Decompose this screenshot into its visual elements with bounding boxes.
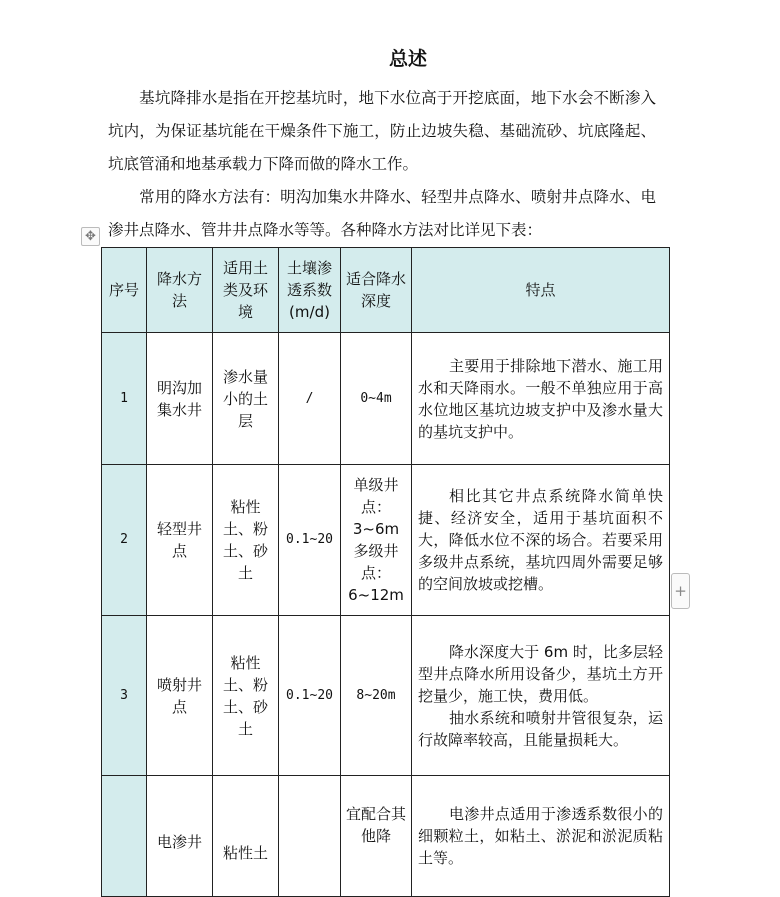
- cell-soil: 渗水量小的土层: [213, 333, 279, 465]
- cell-permeability: /: [279, 333, 341, 465]
- intro-text: 基坑降排水是指在开挖基坑时，地下水位高于开挖底面，地下水会不断渗入坑内，为保证基坑能在干燥条件下施工，防止边坡失稳、基础流砂、坑底隆起、坑底管涌和地基承载力下降而做的降水工作。: [108, 89, 656, 173]
- page-title: 总述: [388, 48, 427, 70]
- cell-permeability: 0.1~20: [279, 616, 341, 776]
- cell-method: 喷射井点: [147, 616, 213, 776]
- cell-features: [412, 465, 670, 616]
- methods-paragraph: [108, 181, 656, 247]
- cell-depth: 8~20m: [341, 616, 412, 776]
- cell-seq: [102, 776, 147, 897]
- header-soil: 适用土类及环境: [213, 248, 279, 333]
- table-header-row: [102, 248, 670, 333]
- cell-soil: [213, 776, 279, 897]
- cell-seq: 1: [102, 333, 147, 465]
- intro-paragraph: [108, 82, 656, 181]
- table-row: [102, 616, 670, 776]
- table-row: [102, 333, 670, 465]
- table-move-handle-icon[interactable]: ✥: [81, 227, 100, 246]
- cell-seq: 2: [102, 465, 147, 616]
- cell-features: [412, 616, 670, 776]
- cell-features: [412, 333, 670, 465]
- cell-method: 轻型井点: [147, 465, 213, 616]
- cell-permeability: [279, 776, 341, 897]
- header-seq: 序号: [102, 248, 147, 333]
- header-depth: 适合降水深度: [341, 248, 412, 333]
- cell-method-text: 电渗井: [156, 833, 202, 851]
- cell-soil-text: 粘性土: [222, 844, 268, 862]
- feature-text: 降水深度大于 6m 时，比多层轻型井点降水所用设备少，基坑土方开挖量少，施工快，费用低。: [418, 642, 663, 705]
- cell-method: [147, 776, 213, 897]
- header-permeability: 土壤渗透系数(m/d): [279, 248, 341, 333]
- feature-text: 电渗井点适用于渗透系数很小的细颗粒土，如粘土、淤泥和淤泥质粘土等。: [418, 805, 663, 867]
- add-column-icon[interactable]: +: [671, 573, 690, 609]
- feature-text: 相比其它井点系统降水简单快捷、经济安全，适用于基坑面积不大，降低水位不深的场合。若要采用多级井点系统，基坑四周外需要足够的空间放坡或挖槽。: [418, 487, 663, 593]
- feature-text: 主要用于排除地下潜水、施工用水和天降雨水。一般不单独应用于高水位地区基坑边坡支护中及渗水量大的基坑支护中。: [418, 356, 663, 441]
- cell-depth: [341, 776, 412, 897]
- dewatering-comparison-table: [101, 247, 670, 897]
- feature-text: 抽水系统和喷射井管很复杂，运行故障率较高，且能量损耗大。: [418, 708, 663, 749]
- table-row: [102, 776, 670, 897]
- cell-depth: 单级井点：3~6m 多级井点：6~12m: [341, 465, 412, 616]
- header-method: 降水方法: [147, 248, 213, 333]
- cell-features: [412, 776, 670, 897]
- table-row: [102, 465, 670, 616]
- cell-soil: 粘性土、粉土、砂土: [213, 465, 279, 616]
- cell-seq: 3: [102, 616, 147, 776]
- cell-method: 明沟加集水井: [147, 333, 213, 465]
- header-features: 特点: [412, 248, 670, 333]
- cell-soil: 粘性土、粉土、砂土: [213, 616, 279, 776]
- cell-depth-text: 宜配合其他降: [345, 805, 406, 845]
- cell-permeability: 0.1~20: [279, 465, 341, 616]
- methods-text: 常用的降水方法有：明沟加集水井降水、轻型井点降水、喷射井点降水、电渗井点降水、管井井点降水等等。各种降水方法对比详见下表：: [108, 188, 656, 239]
- cell-depth: 0~4m: [341, 333, 412, 465]
